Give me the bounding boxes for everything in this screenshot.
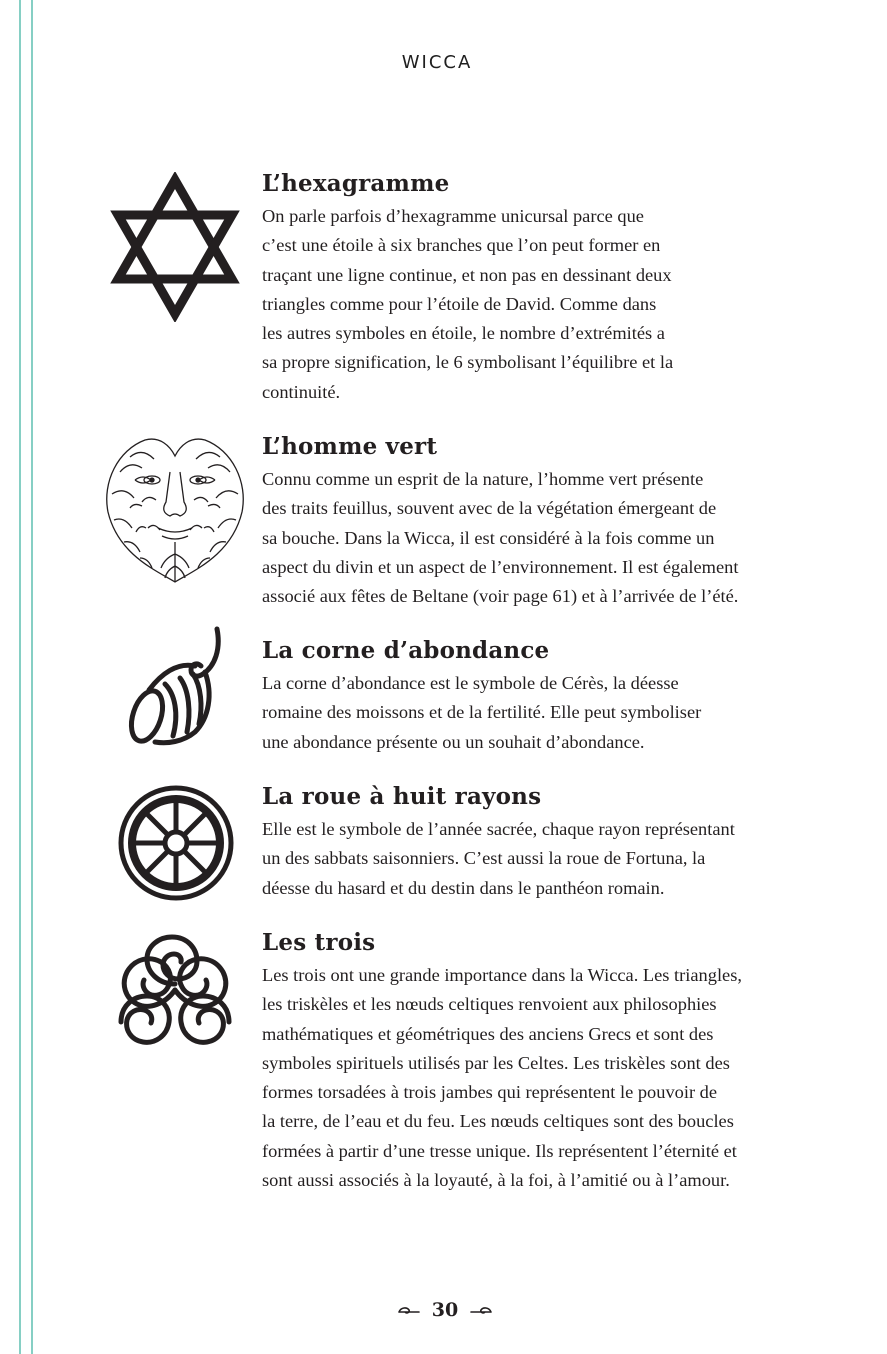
margin-rule-inner xyxy=(31,0,33,1354)
page-number: 30 xyxy=(431,1299,459,1321)
section-body: La corne d’abondance est le symbole de Cérès, la déesse romaine des moissons et de la fertilité. Elle peut symboliser une abondance présente ou un souhait d’abondance. xyxy=(262,673,702,752)
right-flourish-icon xyxy=(469,1304,493,1316)
section-body: On parle parfois d’hexagramme unicursal parce que c’est une étoile à six branches que l’on peut former en traçant une ligne continue, et non pas en dessinant deux triangles comme pour l’étoile de David. Comme dans les autres symboles en étoile, le nombre d’extrémités a sa propre signification, le 6 symbolisant l’équilibre et la continuité. xyxy=(262,206,674,402)
section-body: Les trois ont une grande importance dans la Wicca. Les triangles, les triskèles et les nœuds celtiques renvoient aux philosophies mathématiques et géométriques des anciens Grecs et sont des symboles spirituels utilisés par les Celtes. Les triskèles sont des formes torsadées à trois jambes qui représentent le pouvoir de la terre, de l’eau et du feu. Les nœuds celtiques sont des boucles formées à partir d’une tresse unique. Ils représentent l’éternité et sont aussi associés à la loyauté, à la foi, à l’amitié ou à l’amour. xyxy=(262,965,742,1191)
green-man-icon xyxy=(100,432,250,594)
section-title: L’homme vert xyxy=(262,433,438,460)
section-hexagram xyxy=(262,170,782,407)
hexagram-icon xyxy=(110,172,240,326)
cornucopia-icon xyxy=(125,624,225,752)
section-title: Les trois xyxy=(262,929,376,956)
section-body: Elle est le symbole de l’année sacrée, chaque rayon représentant un des sabbats saisonniers. C’est aussi la roue de Fortuna, la déesse du hasard et du destin dans le panthéon romain. xyxy=(262,819,735,898)
triskele-icon xyxy=(113,932,237,1052)
section-title: La roue à huit rayons xyxy=(262,783,542,810)
left-flourish-icon xyxy=(397,1304,421,1316)
section-cornucopia xyxy=(262,637,782,757)
section-body: Connu comme un esprit de la nature, l’homme vert présente des traits feuillus, souvent avec de la végétation émergeant de sa bouche. Dans la Wicca, il est considéré à la fois comme un aspect du divin et un aspect de l’environnement. Il est également associé aux fêtes de Beltane (voir page 61) et à l’arrivée de l’été. xyxy=(262,469,739,607)
page-number-folio xyxy=(390,1296,500,1324)
margin-rule-outer xyxy=(19,0,21,1354)
section-title: L’hexagramme xyxy=(262,170,450,197)
eight-spoked-wheel-icon xyxy=(117,784,235,906)
section-title: La corne d’abondance xyxy=(262,637,550,664)
section-the-three xyxy=(262,929,782,1195)
section-green-man xyxy=(262,433,782,611)
running-head: WICCA xyxy=(401,52,473,73)
section-wheel xyxy=(262,783,782,903)
